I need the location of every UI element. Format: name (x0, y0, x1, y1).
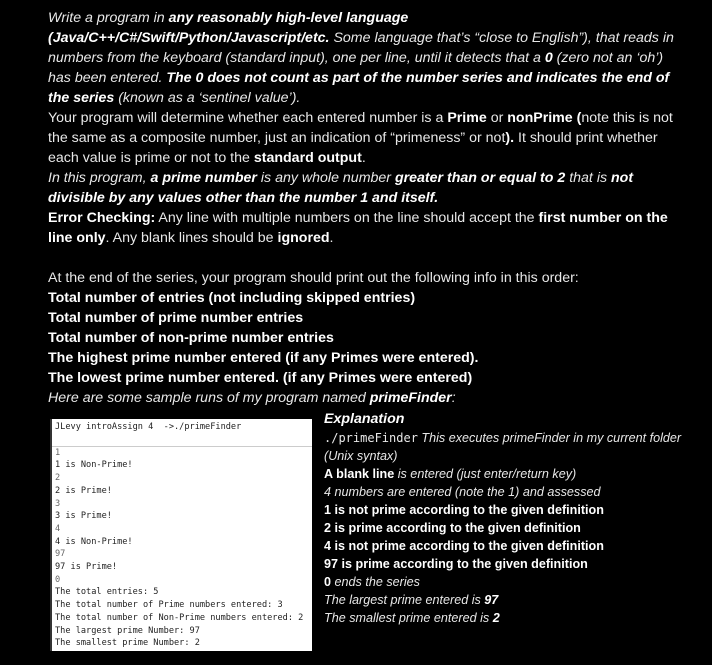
text-run: Some language that’s “close to English”), that reads in numbers from the keyboard (standard input), one per line, until it detects that a (48, 30, 674, 66)
text-run: any reasonably high-level language (Java/C++/C#/Swift/Python/Javascript/etc. (48, 10, 409, 46)
summary-lead: At the end of the series, your program should print out the following info in this order: (48, 270, 579, 286)
terminal-line: The total number of Non-Prime numbers entered: 2 (55, 612, 304, 623)
text-run: Your program will determine whether each entered number is a (48, 110, 448, 126)
text-run: The 0 does not count as part of the number series and indicates the end of the series (48, 70, 670, 106)
terminal-line: 1 is Non-Prime! (55, 460, 133, 471)
summary-item: Total number of non-prime number entries (48, 330, 334, 346)
terminal-screenshot (50, 419, 312, 651)
paragraph-error-checking (48, 208, 688, 248)
text-run: or (486, 110, 508, 126)
explanation-line: 97 is prime according to the given definition (324, 557, 588, 571)
terminal-line: The total number of Prime numbers entered: 3 (55, 600, 283, 611)
text-run: nonPrime ( (507, 110, 582, 126)
text-run: that is (565, 170, 612, 186)
explanation-line: 0 ends the series (324, 575, 420, 589)
summary-item: The lowest prime number entered. (if any Primes were entered) (48, 370, 473, 386)
explanation-line: The smallest prime entered is 2 (324, 611, 500, 625)
text-run: Any line with multiple numbers on the line should accept the (155, 210, 539, 226)
paragraph-definition (48, 168, 688, 208)
text-run: It should print whether each value is prime or not to the (48, 130, 658, 166)
explanation-line: 4 numbers are entered (note the 1) and assessed (324, 485, 601, 499)
assignment-text (48, 8, 688, 408)
explanation-panel (324, 409, 704, 627)
terminal-line: 4 (55, 523, 61, 534)
summary-item: Total number of entries (not including skipped entries) (48, 290, 416, 306)
text-run: Write a program in (48, 10, 169, 26)
text-run: is any whole number (256, 170, 395, 186)
text-run: 0 (544, 50, 553, 66)
summary-item: Total number of prime number entries (48, 310, 304, 326)
explanation-heading: Explanation (324, 411, 405, 427)
terminal-line: 2 is Prime! (55, 485, 112, 496)
text-run: first number on the line only (48, 210, 668, 246)
text-run: Error Checking: (48, 210, 156, 226)
terminal-line: 97 is Prime! (55, 562, 118, 573)
sample-runs-intro: Here are some sample runs of my program named primeFinder: (48, 390, 456, 406)
summary-item: The highest prime number entered (if any Primes were entered). (48, 350, 479, 366)
terminal-title: JLevy introAssign 4 ->./primeFinder (52, 419, 312, 447)
text-run: ). (505, 130, 515, 146)
text-run: In this program, (48, 170, 151, 186)
text-run: . (361, 150, 366, 166)
text-run: (zero not an ‘oh’) has been entered. (48, 50, 664, 86)
terminal-line: The total entries: 5 (55, 587, 159, 598)
explanation-line: 1 is not prime according to the given definition (324, 503, 604, 517)
terminal-line: The largest prime Number: 97 (55, 625, 200, 636)
terminal-line: 2 (55, 473, 61, 484)
text-run: Prime (447, 110, 487, 126)
terminal-line: 4 is Non-Prime! (55, 536, 133, 547)
text-run: ignored (277, 230, 330, 246)
paragraph-prime (48, 108, 688, 168)
text-run: not divisible by any values other than the number 1 and itself. (48, 170, 634, 206)
explanation-line: ./primeFinder This executes primeFinder in my current folder (Unix syntax) (324, 431, 682, 463)
text-run: . (329, 230, 334, 246)
text-run: note this is not the same as a composite number, just an indication of “primeness” or not (48, 110, 673, 146)
explanation-line: A blank line is entered (just enter/return key) (324, 467, 577, 481)
terminal-line: 3 (55, 498, 61, 509)
terminal-line: 97 (55, 549, 66, 560)
terminal-line: 1 (55, 447, 61, 458)
terminal-line: 0 (55, 574, 61, 585)
text-run: (known as a ‘sentinel value’). (114, 90, 301, 106)
text-run: . Any blank lines should be (105, 230, 278, 246)
explanation-line: 4 is not prime according to the given definition (324, 539, 604, 553)
explanation-line: 2 is prime according to the given definition (324, 521, 581, 535)
explanation-line: The largest prime entered is 97 (324, 593, 499, 607)
terminal-line: The smallest prime Number: 2 (55, 638, 200, 649)
terminal-line: 3 is Prime! (55, 511, 112, 522)
text-run: standard output (253, 150, 362, 166)
text-run: a prime number (150, 170, 257, 186)
text-run: greater than or equal to 2 (394, 170, 566, 186)
paragraph-intro (48, 8, 688, 108)
